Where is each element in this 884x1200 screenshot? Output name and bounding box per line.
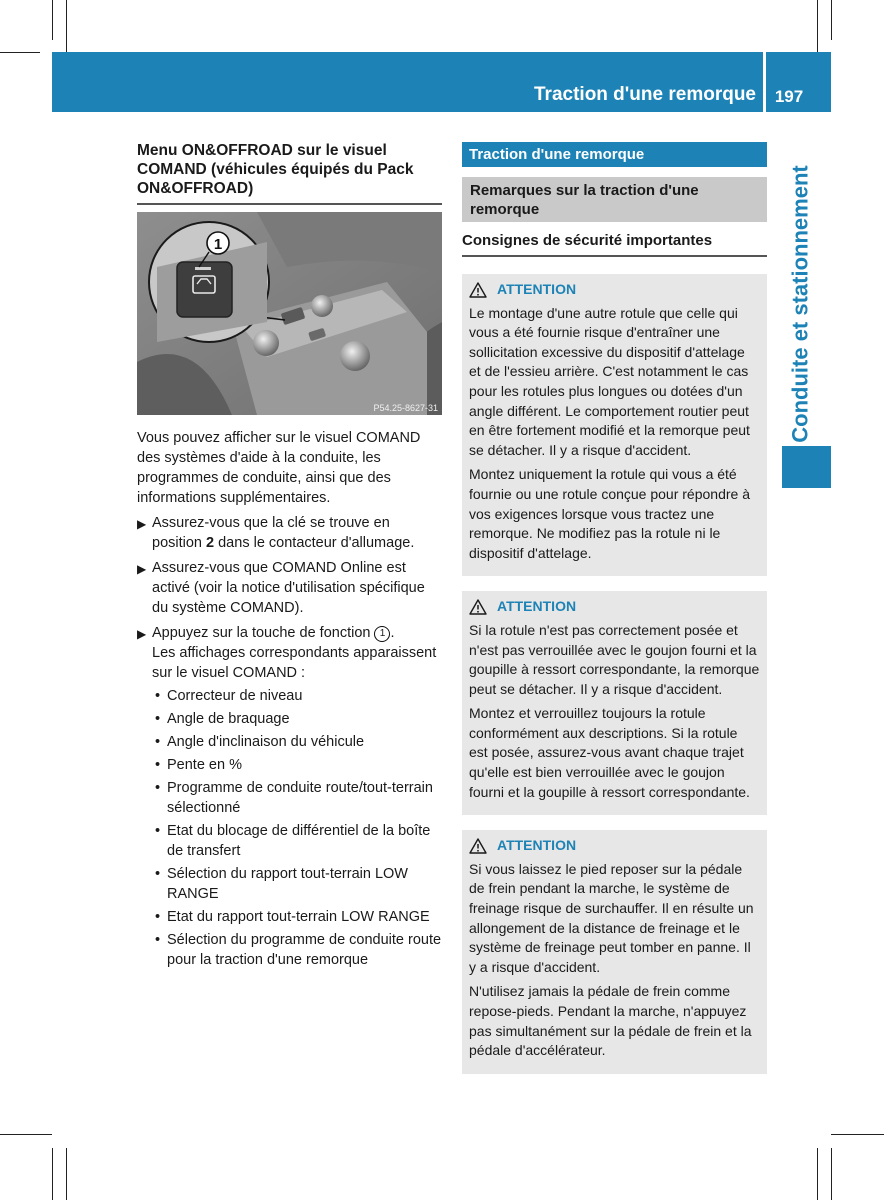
safety-heading: Consignes de sécurité importantes — [462, 222, 767, 257]
crop-mark — [831, 1148, 832, 1200]
console-photo — [137, 212, 442, 415]
crop-mark — [0, 1134, 52, 1135]
crop-mark — [66, 0, 67, 52]
warning-text: Montez uniquement la rotule qui vous a été fournie ou une rotule conçue pour répondre à vos exigences lorsque vous tractez une remorque. Ne modifiez pas la rotule ni le dispositif d'attelage. — [469, 466, 750, 561]
warning-triangle-icon — [469, 282, 487, 298]
center-console-illustration — [137, 212, 442, 415]
crop-mark — [66, 1148, 67, 1200]
warning-text: Montez et verrouillez toujours la rotule conformément aux descriptions. Si la rotule est posée, assurez-vous avant chaque trajet qu'elle est bien verrouillée avec le goujon fourni et la goupille à ressort correspondante. — [469, 705, 750, 800]
crop-mark — [817, 1148, 818, 1200]
warning-box — [462, 830, 767, 1074]
section-title-bar: Traction d'une remorque — [462, 142, 767, 167]
list-item: • Pente en % — [155, 757, 242, 773]
step-arrow-icon: ▶ — [137, 517, 147, 531]
instruction-step — [137, 513, 442, 553]
warning-label: ATTENTION — [497, 281, 577, 297]
crop-mark — [831, 0, 832, 40]
warning-header — [469, 597, 760, 617]
warning-header — [469, 836, 760, 856]
list-item: • Sélection du rapport tout-terrain LOW RANGE — [155, 866, 408, 902]
step-text: Assurez-vous que la clé se trouve en position — [152, 515, 390, 551]
step-result-text: Les affichages correspondants apparaissent sur le visuel COMAND : — [152, 645, 437, 681]
step-arrow-icon: ▶ — [137, 562, 147, 576]
instruction-step — [137, 623, 442, 683]
warning-text: Si la rotule n'est pas correctement posée et n'est pas verrouillée avec le goujon fourni et la goupille à ressort correspondante, la remorque peut se détacher. Il y a risque d'accident. — [469, 621, 760, 697]
chapter-tab-label: Conduite et stationnement — [788, 165, 814, 443]
display-items-list — [152, 686, 442, 970]
instruction-step — [137, 558, 442, 618]
step-text: Appuyez sur la touche de fonction — [152, 625, 375, 641]
warning-label: ATTENTION — [497, 598, 577, 615]
step-arrow-icon: ▶ — [137, 627, 147, 641]
step-position: 2 — [206, 535, 215, 551]
warning-text: N'utilisez jamais la pédale de frein comme repose-pieds. Pendant la marche, n'appuyez pas simultanément sur la pédale de frein et la pédale d'accélérateur. — [469, 983, 752, 1059]
right-column — [462, 142, 767, 1074]
chapter-tab-marker — [782, 446, 831, 488]
crop-mark — [52, 1148, 53, 1200]
list-item: • Angle de braquage — [155, 711, 290, 727]
crop-mark — [0, 52, 40, 53]
warning-text: Le montage d'une autre rotule que celle qui vous a été fournie risque d'entraîner une sollicitation excessive du dispositif d'attelage et de l'essieu arrière. C'est notamment le cas pour les rotules plus longues ou dotées d'un angle différent. Le comportement routier peut en être fortement modifié et la remorque peut se détacher. Il y a risque d'accident. — [469, 304, 750, 458]
list-item: • Angle d'inclinaison du véhicule — [155, 734, 365, 750]
header-separator — [763, 52, 766, 112]
callout-circle-icon: 1 — [374, 626, 390, 642]
crop-mark — [831, 1134, 884, 1135]
intro-paragraph: Vous pouvez afficher sur le visuel COMAND des systèmes d'aide à la conduite, les programmes de conduite, ainsi que des informations supplémentaires. — [137, 430, 421, 506]
left-column-text — [137, 428, 442, 973]
crop-mark — [52, 0, 53, 40]
section-heading: Menu ON&OFFROAD sur le visuel COMAND (véhicules équipés du Pack ON&OFFROAD) — [137, 142, 414, 197]
list-item: • Sélection du programme de conduite route pour la traction d'une remorque — [155, 932, 442, 968]
chapter-tab — [778, 165, 824, 443]
warning-box — [462, 274, 767, 576]
step-text: . — [390, 625, 395, 641]
callout-number: 1 — [213, 236, 223, 253]
crop-mark — [817, 0, 818, 52]
step-text: dans le contacteur d'allumage. — [214, 535, 415, 551]
warning-text: Si vous laissez le pied reposer sur la pédale de frein pendant la marche, le système de freinage risque de surchauffer. Il en résulte un allongement de la distance de freinage et le système de freinage peut tomber en panne. Il y a risque d'accident. — [469, 860, 754, 975]
list-item: • Programme de conduite route/tout-terrain sélectionné — [155, 780, 433, 816]
step-text: Assurez-vous que COMAND Online est activé (voir la notice d'utilisation spécifique du système COMAND). — [152, 560, 425, 616]
page-number: 197 — [774, 87, 804, 106]
warning-box — [462, 591, 767, 815]
heading-rule — [137, 203, 442, 205]
list-item: • Etat du rapport tout-terrain LOW RANGE — [155, 909, 430, 925]
warning-label: ATTENTION — [497, 837, 577, 854]
list-item: • Etat du blocage de différentiel de la boîte de transfert — [155, 823, 431, 859]
warning-header — [469, 280, 760, 300]
page-title: Traction d'une remorque — [534, 84, 756, 105]
list-item: • Correcteur de niveau — [155, 688, 303, 704]
photo-reference: P54.25-8627-31 — [373, 403, 438, 413]
left-column-heading — [137, 141, 442, 205]
warning-triangle-icon — [469, 599, 487, 615]
subsection-title-bar: Remarques sur la traction d'une remorque — [462, 177, 767, 222]
warning-triangle-icon — [469, 838, 487, 854]
